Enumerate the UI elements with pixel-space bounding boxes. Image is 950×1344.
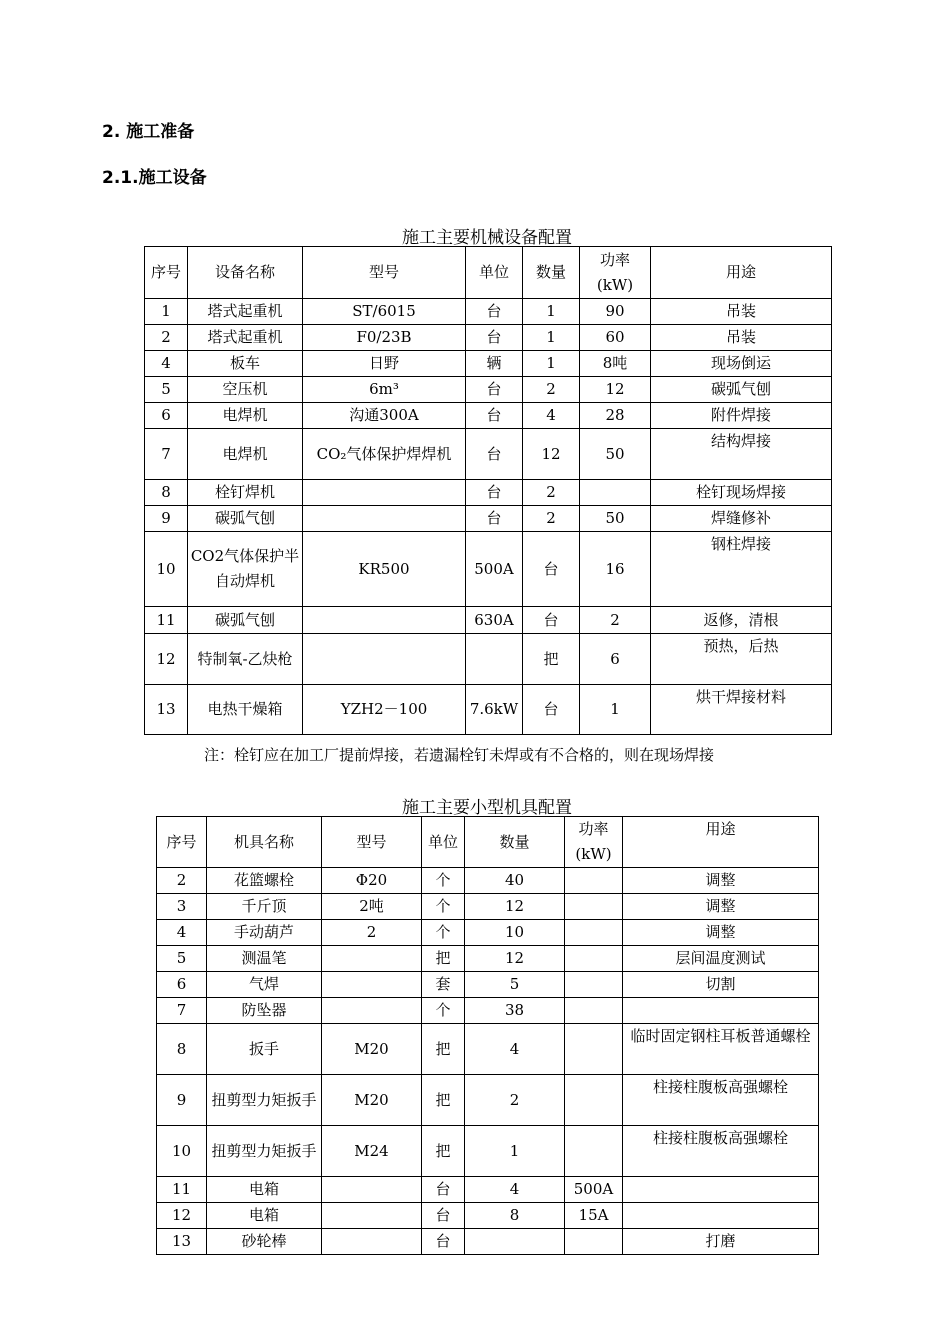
table-cell (322, 1177, 422, 1203)
table-cell: 临时固定钢柱耳板普通螺栓 (623, 1024, 819, 1075)
header-cell: 数量 (465, 817, 565, 868)
table-row (145, 299, 832, 325)
table-cell: 调整 (623, 894, 819, 920)
table-cell: 沟通300A (303, 403, 466, 429)
table-cell: 6m³ (303, 377, 466, 403)
table-row (145, 377, 832, 403)
table-cell: 12 (465, 894, 565, 920)
table-cell (322, 946, 422, 972)
table-cell (565, 972, 623, 998)
table-cell: 碳弧气刨 (651, 377, 832, 403)
table1-caption: 施工主要机械设备配置 (402, 228, 572, 248)
table-cell (623, 1177, 819, 1203)
table-cell: 6 (145, 403, 188, 429)
header-cell: 序号 (157, 817, 207, 868)
table-cell: 扳手 (207, 1024, 322, 1075)
header-cell: 序号 (145, 247, 188, 299)
table-cell: 扭剪型力矩扳手 (207, 1075, 322, 1126)
table-cell: 钢柱焊接 (651, 532, 832, 607)
table-cell: 2 (322, 920, 422, 946)
table1-note: 注：栓钉应在加工厂提前焊接，若遗漏栓钉未焊或有不合格的，则在现场焊接 (204, 746, 715, 764)
table-cell: 50 (580, 429, 651, 480)
table-cell: 2 (523, 506, 580, 532)
table-row (157, 1075, 819, 1126)
table-row (145, 325, 832, 351)
header-cell: 型号 (303, 247, 466, 299)
table-cell: 把 (422, 946, 465, 972)
table-cell: 打磨 (623, 1229, 819, 1255)
table-cell: 10 (465, 920, 565, 946)
table-cell: 塔式起重机 (188, 325, 303, 351)
table-cell: 柱接柱腹板高强螺栓 (623, 1075, 819, 1126)
table-cell: 2 (157, 868, 207, 894)
table-cell: 7 (145, 429, 188, 480)
table-cell: 台 (466, 506, 523, 532)
table-cell: 2 (145, 325, 188, 351)
table-cell: 2 (523, 377, 580, 403)
table-cell: 50 (580, 506, 651, 532)
table-row (157, 1126, 819, 1177)
table-cell (303, 607, 466, 634)
table-row (157, 972, 819, 998)
table-cell: 11 (157, 1177, 207, 1203)
table-cell: 结构焊接 (651, 429, 832, 480)
table-cell: 板车 (188, 351, 303, 377)
table-cell (322, 1203, 422, 1229)
table-row (157, 946, 819, 972)
table-cell: 千斤顶 (207, 894, 322, 920)
table-cell (565, 1229, 623, 1255)
table-cell: 4 (157, 920, 207, 946)
table-cell: 台 (523, 685, 580, 735)
table-cell: 个 (422, 894, 465, 920)
table-cell: M20 (322, 1024, 422, 1075)
header-cell: 功率(kW) (580, 247, 651, 299)
table-cell: 1 (523, 351, 580, 377)
table-cell: 电热干燥箱 (188, 685, 303, 735)
table-cell: 层间温度测试 (623, 946, 819, 972)
table-cell: 5 (465, 972, 565, 998)
table-cell: 栓钉焊机 (188, 480, 303, 506)
section-heading: 2. 施工准备 (102, 122, 195, 142)
table-cell: 28 (580, 403, 651, 429)
table-cell (303, 480, 466, 506)
table-cell: 测温笔 (207, 946, 322, 972)
table-row (157, 1177, 819, 1203)
table-cell: 90 (580, 299, 651, 325)
table-cell (322, 998, 422, 1024)
table-cell: 辆 (466, 351, 523, 377)
header-cell: 设备名称 (188, 247, 303, 299)
table-cell: 12 (145, 634, 188, 685)
table-cell: 8吨 (580, 351, 651, 377)
table-cell (565, 1024, 623, 1075)
table-cell (565, 998, 623, 1024)
table-cell: 电焊机 (188, 429, 303, 480)
table2-caption: 施工主要小型机具配置 (402, 798, 572, 818)
table-row (157, 920, 819, 946)
header-cell: 单位 (422, 817, 465, 868)
table-cell: 6 (157, 972, 207, 998)
table-cell: 2吨 (322, 894, 422, 920)
table-cell: 9 (145, 506, 188, 532)
table-cell: 500A (565, 1177, 623, 1203)
table-cell: 10 (157, 1126, 207, 1177)
table-header-row (145, 247, 832, 299)
table-cell: 台 (422, 1229, 465, 1255)
table-cell: 台 (523, 532, 580, 607)
table-cell: 把 (422, 1075, 465, 1126)
table-cell: 12 (157, 1203, 207, 1229)
machinery-table (144, 246, 832, 735)
table-row (157, 894, 819, 920)
table-cell: 1 (523, 325, 580, 351)
table-cell: 38 (465, 998, 565, 1024)
table-cell: 台 (466, 429, 523, 480)
table-cell: 个 (422, 920, 465, 946)
table-row (145, 403, 832, 429)
table-cell: 台 (523, 607, 580, 634)
table-cell: 5 (157, 946, 207, 972)
table-row (145, 506, 832, 532)
table-cell: 调整 (623, 868, 819, 894)
header-cell: 型号 (322, 817, 422, 868)
table-cell: 7 (157, 998, 207, 1024)
table-cell (623, 998, 819, 1024)
table-cell: 台 (466, 480, 523, 506)
table-cell: 吊装 (651, 299, 832, 325)
table-cell: 12 (465, 946, 565, 972)
table-cell: 塔式起重机 (188, 299, 303, 325)
table-cell (565, 920, 623, 946)
table-cell: 台 (422, 1203, 465, 1229)
table-row (157, 1024, 819, 1075)
small-tools-table (156, 816, 819, 1255)
table-cell: 1 (580, 685, 651, 735)
table-cell (565, 946, 623, 972)
table-cell: 7.6kW (466, 685, 523, 735)
table-cell: 附件焊接 (651, 403, 832, 429)
table-cell: 630A (466, 607, 523, 634)
table-row (145, 480, 832, 506)
table-cell (303, 634, 466, 685)
table-cell: 电箱 (207, 1177, 322, 1203)
table-cell: 500A (466, 532, 523, 607)
table-cell: 碳弧气刨 (188, 506, 303, 532)
table-cell: 12 (580, 377, 651, 403)
table-cell: 40 (465, 868, 565, 894)
table-cell: M20 (322, 1075, 422, 1126)
table-cell: 预热，后热 (651, 634, 832, 685)
table-cell (565, 894, 623, 920)
table-cell: 电箱 (207, 1203, 322, 1229)
table-cell: 现场倒运 (651, 351, 832, 377)
table-cell: 6 (580, 634, 651, 685)
table-cell (465, 1229, 565, 1255)
table-cell: 手动葫芦 (207, 920, 322, 946)
table-cell (580, 480, 651, 506)
table-cell (565, 1126, 623, 1177)
table-cell: 13 (145, 685, 188, 735)
table-cell: 11 (145, 607, 188, 634)
table-cell: 15A (565, 1203, 623, 1229)
table-cell: 花篮螺栓 (207, 868, 322, 894)
table-row (157, 1229, 819, 1255)
table-cell: 10 (145, 532, 188, 607)
header-cell: 功率(kW) (565, 817, 623, 868)
header-cell: 用途 (623, 817, 819, 868)
table-cell (303, 506, 466, 532)
table-cell (322, 1229, 422, 1255)
table-cell: YZH2－100 (303, 685, 466, 735)
table-cell: KR500 (303, 532, 466, 607)
table-cell: 气焊 (207, 972, 322, 998)
table-row (145, 351, 832, 377)
table-cell: 调整 (623, 920, 819, 946)
subsection-heading: 2.1.施工设备 (102, 168, 207, 188)
table-cell: 8 (157, 1024, 207, 1075)
table-cell: M24 (322, 1126, 422, 1177)
table-row (157, 868, 819, 894)
table-row (145, 685, 832, 735)
table-cell: 烘干焊接材料 (651, 685, 832, 735)
table-cell: 碳弧气刨 (188, 607, 303, 634)
table-cell: 柱接柱腹板高强螺栓 (623, 1126, 819, 1177)
table-row (157, 1203, 819, 1229)
table-cell: 扭剪型力矩扳手 (207, 1126, 322, 1177)
table-cell: 60 (580, 325, 651, 351)
table-cell: 1 (523, 299, 580, 325)
table-cell: 16 (580, 532, 651, 607)
table-cell: 焊缝修补 (651, 506, 832, 532)
table-cell: 4 (465, 1177, 565, 1203)
table-cell: ST/6015 (303, 299, 466, 325)
table-row (145, 607, 832, 634)
table-cell (565, 868, 623, 894)
table-cell: 空压机 (188, 377, 303, 403)
table-cell: Φ20 (322, 868, 422, 894)
table-cell (623, 1203, 819, 1229)
table-cell: 8 (465, 1203, 565, 1229)
table-cell: 台 (466, 377, 523, 403)
table-header-row (157, 817, 819, 868)
table-cell: 个 (422, 868, 465, 894)
table-cell: 把 (523, 634, 580, 685)
table-cell: 台 (466, 325, 523, 351)
header-cell: 用途 (651, 247, 832, 299)
table-cell: CO₂气体保护焊焊机 (303, 429, 466, 480)
table-cell: 把 (422, 1126, 465, 1177)
table-cell: 吊装 (651, 325, 832, 351)
header-cell: 数量 (523, 247, 580, 299)
header-cell: 机具名称 (207, 817, 322, 868)
table-cell: 8 (145, 480, 188, 506)
table-cell (565, 1075, 623, 1126)
table-cell: 4 (523, 403, 580, 429)
table-cell: 切割 (623, 972, 819, 998)
table-cell: 把 (422, 1024, 465, 1075)
table-cell: 1 (465, 1126, 565, 1177)
table-cell: 套 (422, 972, 465, 998)
table-cell: 2 (465, 1075, 565, 1126)
table-cell: 栓钉现场焊接 (651, 480, 832, 506)
table-cell: 3 (157, 894, 207, 920)
table-cell: 特制氧-乙炔枪 (188, 634, 303, 685)
table-cell (322, 972, 422, 998)
table-cell: 4 (465, 1024, 565, 1075)
table-cell: 个 (422, 998, 465, 1024)
table-cell: 12 (523, 429, 580, 480)
table-cell: 4 (145, 351, 188, 377)
table-row (145, 634, 832, 685)
table-cell: 台 (466, 403, 523, 429)
table-cell: 9 (157, 1075, 207, 1126)
table-cell: 1 (145, 299, 188, 325)
table-row (145, 429, 832, 480)
table-cell: 防坠器 (207, 998, 322, 1024)
table-cell (466, 634, 523, 685)
table-cell: 台 (466, 299, 523, 325)
table-cell: 电焊机 (188, 403, 303, 429)
table-row (145, 532, 832, 607)
table-cell: 砂轮棒 (207, 1229, 322, 1255)
table-cell: 5 (145, 377, 188, 403)
table-cell: 2 (523, 480, 580, 506)
table-cell: 日野 (303, 351, 466, 377)
header-cell: 单位 (466, 247, 523, 299)
table-cell: F0/23B (303, 325, 466, 351)
table-cell: 返修，清根 (651, 607, 832, 634)
table-row (157, 998, 819, 1024)
table-cell: 13 (157, 1229, 207, 1255)
table-cell: CO2气体保护半自动焊机 (188, 532, 303, 607)
table-cell: 台 (422, 1177, 465, 1203)
table-cell: 2 (580, 607, 651, 634)
